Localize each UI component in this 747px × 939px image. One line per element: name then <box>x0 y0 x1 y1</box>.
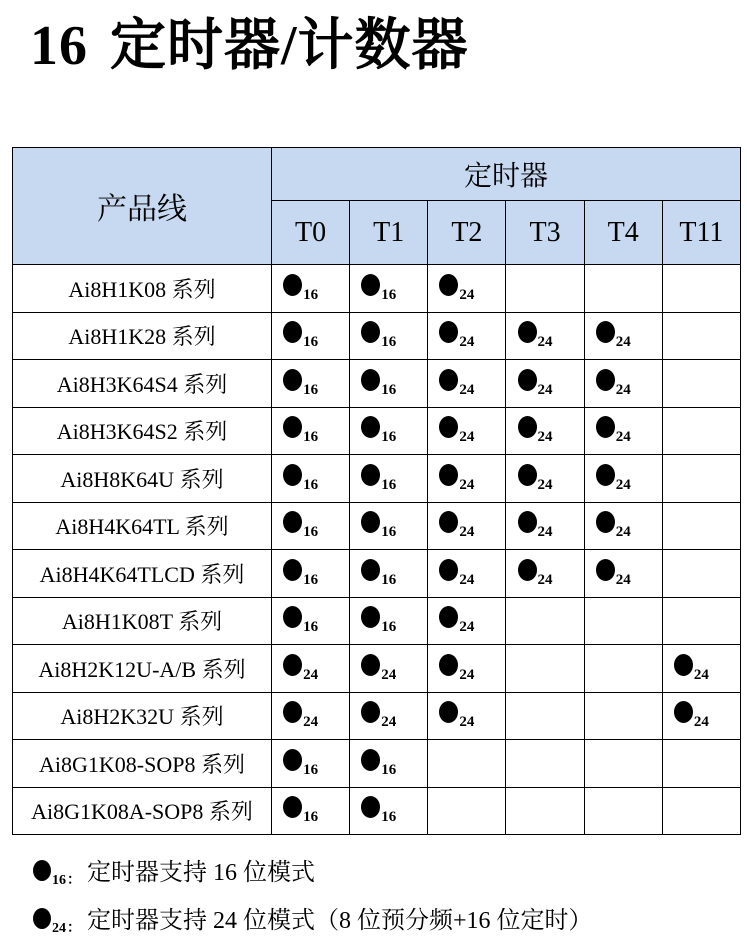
product-name: Ai8H3K64S4 系列 <box>13 360 272 408</box>
bullet-dot-icon <box>518 464 537 486</box>
bit-width: 24 <box>615 524 631 541</box>
bit-width: 16 <box>303 571 319 588</box>
bit-width: 24 <box>459 476 475 493</box>
bullet-dot-icon <box>596 559 615 581</box>
bullet-dot-icon <box>361 511 380 533</box>
timer-cell <box>662 692 740 740</box>
bullet-dot-icon <box>518 416 537 438</box>
timer-cell <box>272 455 350 503</box>
bullet-dot-icon <box>283 369 302 391</box>
bullet-dot-icon <box>518 511 537 533</box>
bullet-dot-icon <box>518 369 537 391</box>
bullet-dot-icon <box>674 654 693 676</box>
bullet-dot-icon <box>33 860 51 881</box>
timer-cell <box>662 645 740 693</box>
timer-header-t4: T4 <box>584 201 662 265</box>
bullet-dot-icon <box>283 511 302 533</box>
bullet-dot-icon <box>596 321 615 343</box>
timer-cell <box>272 502 350 550</box>
bullet-dot-icon <box>596 416 615 438</box>
bit-width: 16 <box>303 761 319 778</box>
bit-width: 24 <box>459 571 475 588</box>
bullet-dot-icon <box>439 559 458 581</box>
product-name: Ai8H1K28 系列 <box>13 312 272 360</box>
timer-cell <box>662 360 740 408</box>
timer-cell <box>662 265 740 313</box>
timer-cell <box>350 265 428 313</box>
timer-cell <box>428 787 506 835</box>
timer-cell <box>506 312 584 360</box>
table-row <box>13 787 741 835</box>
bullet-dot-icon <box>596 464 615 486</box>
bit-width: 24 <box>693 714 709 731</box>
timer-cell <box>662 787 740 835</box>
bit-width: 16 <box>303 286 319 303</box>
timer-cell <box>272 692 350 740</box>
timer-cell <box>428 550 506 598</box>
product-name: Ai8G1K08A-SOP8 系列 <box>13 787 272 835</box>
timer-cell <box>350 550 428 598</box>
bit-width: 16 <box>381 761 397 778</box>
timer-cell <box>272 312 350 360</box>
bit-width: 24 <box>303 714 319 731</box>
section-title-text: 定时器/计数器 <box>110 15 469 77</box>
timer-cell <box>272 597 350 645</box>
bit-width: 24 <box>615 476 631 493</box>
timer-cell <box>584 265 662 313</box>
timer-cell <box>272 265 350 313</box>
timer-cell <box>662 312 740 360</box>
timer-cell <box>350 597 428 645</box>
bit-width: 16 <box>303 381 319 398</box>
bit-width: 16 <box>381 334 397 351</box>
bit-width: 24 <box>615 334 631 351</box>
timer-cell <box>584 645 662 693</box>
bullet-dot-icon <box>283 701 302 723</box>
bullet-dot-icon <box>283 559 302 581</box>
bit-width: 16 <box>303 809 319 826</box>
timer-cell <box>428 740 506 788</box>
timer-cell <box>350 502 428 550</box>
timer-cell <box>506 550 584 598</box>
bullet-dot-icon <box>361 416 380 438</box>
bullet-dot-icon <box>596 369 615 391</box>
bullet-dot-icon <box>518 321 537 343</box>
timer-cell <box>506 597 584 645</box>
timer-cell <box>272 740 350 788</box>
table-row <box>13 407 741 455</box>
timer-cell <box>350 787 428 835</box>
table-row <box>13 312 741 360</box>
bit-width: 24 <box>537 429 553 446</box>
bit-width: 24 <box>381 666 397 683</box>
timer-cell <box>662 740 740 788</box>
bullet-dot-icon <box>361 606 380 628</box>
timer-cell <box>428 265 506 313</box>
bullet-dot-icon <box>439 416 458 438</box>
table-row <box>13 502 741 550</box>
timer-cell <box>506 740 584 788</box>
timer-table <box>12 147 741 835</box>
timer-cell <box>584 407 662 455</box>
bullet-dot-icon <box>361 796 380 818</box>
timer-header-t1: T1 <box>350 201 428 265</box>
timer-cell <box>272 407 350 455</box>
product-name: Ai8H2K32U 系列 <box>13 692 272 740</box>
timer-cell <box>428 692 506 740</box>
product-line-header: 产品线 <box>13 148 272 265</box>
bullet-dot-icon <box>283 749 302 771</box>
section-number: 16 <box>30 15 88 77</box>
timer-cell <box>428 597 506 645</box>
timer-header-t11: T11 <box>662 201 740 265</box>
timer-header-t3: T3 <box>506 201 584 265</box>
bullet-dot-icon <box>674 701 693 723</box>
bullet-dot-icon <box>361 701 380 723</box>
timer-cell <box>272 550 350 598</box>
table-row <box>13 550 741 598</box>
bit-width: 24 <box>693 666 709 683</box>
table-row <box>13 360 741 408</box>
bit-width: 24 <box>459 334 475 351</box>
bullet-dot-icon <box>283 606 302 628</box>
timer-cell <box>350 312 428 360</box>
bullet-dot-icon <box>283 796 302 818</box>
bit-width: 24 <box>459 286 475 303</box>
product-name: Ai8H1K08T 系列 <box>13 597 272 645</box>
timer-cell <box>584 692 662 740</box>
timer-header-t0: T0 <box>272 201 350 265</box>
table-row <box>13 645 741 693</box>
bit-width: 16 <box>381 619 397 636</box>
timer-cell <box>506 407 584 455</box>
timer-cell <box>584 740 662 788</box>
bit-width: 16 <box>303 524 319 541</box>
timer-cell <box>506 787 584 835</box>
table-row <box>13 692 741 740</box>
product-name: Ai8H2K12U-A/B 系列 <box>13 645 272 693</box>
bullet-dot-icon <box>283 654 302 676</box>
timer-header-t2: T2 <box>428 201 506 265</box>
bullet-dot-icon <box>439 369 458 391</box>
bullet-dot-icon <box>361 464 380 486</box>
product-name: Ai8G1K08-SOP8 系列 <box>13 740 272 788</box>
bullet-dot-icon <box>361 654 380 676</box>
timer-cell <box>584 360 662 408</box>
bit-width: 24 <box>537 524 553 541</box>
bit-width: 24 <box>381 714 397 731</box>
timer-cell <box>428 455 506 503</box>
product-name: Ai8H8K64U 系列 <box>13 455 272 503</box>
bullet-dot-icon <box>439 701 458 723</box>
bit-width: 24 <box>615 429 631 446</box>
bit-width: 24 <box>615 571 631 588</box>
product-name: Ai8H4K64TL 系列 <box>13 502 272 550</box>
bit-width: 24 <box>459 381 475 398</box>
bit-width: 24 <box>537 381 553 398</box>
timer-cell <box>662 597 740 645</box>
bit-width: 24 <box>459 666 475 683</box>
bit-width: 16 <box>381 809 397 826</box>
timer-cell <box>506 360 584 408</box>
timer-cell <box>506 502 584 550</box>
bullet-dot-icon <box>518 559 537 581</box>
timer-cell <box>506 645 584 693</box>
bit-width: 16 <box>381 429 397 446</box>
timer-cell <box>428 312 506 360</box>
timer-group-header: 定时器 <box>272 148 741 201</box>
timer-cell <box>350 740 428 788</box>
timer-cell <box>662 407 740 455</box>
bit-width: 24 <box>615 381 631 398</box>
product-name: Ai8H1K08 系列 <box>13 265 272 313</box>
timer-cell <box>350 360 428 408</box>
bullet-dot-icon <box>283 321 302 343</box>
bit-width: 16 <box>303 619 319 636</box>
bullet-dot-icon <box>439 321 458 343</box>
table-row <box>13 265 741 313</box>
bullet-dot-icon <box>283 416 302 438</box>
timer-cell <box>662 550 740 598</box>
timer-cell <box>428 360 506 408</box>
bullet-dot-icon <box>439 511 458 533</box>
timer-cell <box>272 360 350 408</box>
bit-width: 16 <box>303 334 319 351</box>
timer-cell <box>506 455 584 503</box>
product-name: Ai8H3K64S2 系列 <box>13 407 272 455</box>
timer-cell <box>350 407 428 455</box>
timer-cell <box>350 645 428 693</box>
bullet-dot-icon <box>361 321 380 343</box>
timer-cell <box>428 645 506 693</box>
bullet-dot-icon <box>33 908 51 929</box>
bit-width: 24 <box>459 524 475 541</box>
bit-width: 16 <box>303 476 319 493</box>
bit-width: 24 <box>459 714 475 731</box>
table-row <box>13 740 741 788</box>
timer-cell <box>428 407 506 455</box>
bullet-dot-icon <box>361 559 380 581</box>
bit-width: 24 <box>537 476 553 493</box>
timer-cell <box>350 692 428 740</box>
bit-width: 16 <box>381 571 397 588</box>
timer-cell <box>506 265 584 313</box>
bullet-dot-icon <box>439 606 458 628</box>
table-row <box>13 597 741 645</box>
bit-width: 16 <box>381 286 397 303</box>
timer-cell <box>506 692 584 740</box>
product-name: Ai8H4K64TLCD 系列 <box>13 550 272 598</box>
bit-width: 24 <box>537 571 553 588</box>
bit-width: 16 <box>381 524 397 541</box>
timer-cell <box>584 455 662 503</box>
bullet-dot-icon <box>361 749 380 771</box>
timer-cell <box>584 597 662 645</box>
bullet-dot-icon <box>439 464 458 486</box>
bit-width: 16 <box>303 429 319 446</box>
timer-cell <box>350 455 428 503</box>
table-row <box>13 455 741 503</box>
timer-cell <box>584 502 662 550</box>
bit-width: 16 <box>381 476 397 493</box>
bullet-dot-icon <box>361 274 380 296</box>
legend-16bit: $_{16:}$ 定时器支持 16 位模式 <box>33 852 315 889</box>
bullet-dot-icon <box>439 654 458 676</box>
bullet-dot-icon <box>439 274 458 296</box>
timer-cell <box>272 645 350 693</box>
bit-width: 24 <box>459 619 475 636</box>
timer-cell <box>584 787 662 835</box>
bullet-dot-icon <box>283 274 302 296</box>
bit-width: 16 <box>381 381 397 398</box>
timer-cell <box>662 502 740 550</box>
bullet-dot-icon <box>283 464 302 486</box>
timer-cell <box>584 312 662 360</box>
bullet-dot-icon <box>361 369 380 391</box>
timer-cell <box>272 787 350 835</box>
bit-width: 24 <box>537 334 553 351</box>
timer-cell <box>428 502 506 550</box>
bullet-dot-icon <box>596 511 615 533</box>
timer-cell <box>584 550 662 598</box>
timer-cell <box>662 455 740 503</box>
bit-width: 24 <box>303 666 319 683</box>
legend-24bit: $_{24:}$ 定时器支持 24 位模式（8 位预分频+16 位定时） <box>33 900 593 937</box>
bit-width: 24 <box>459 429 475 446</box>
section-title <box>30 10 469 82</box>
